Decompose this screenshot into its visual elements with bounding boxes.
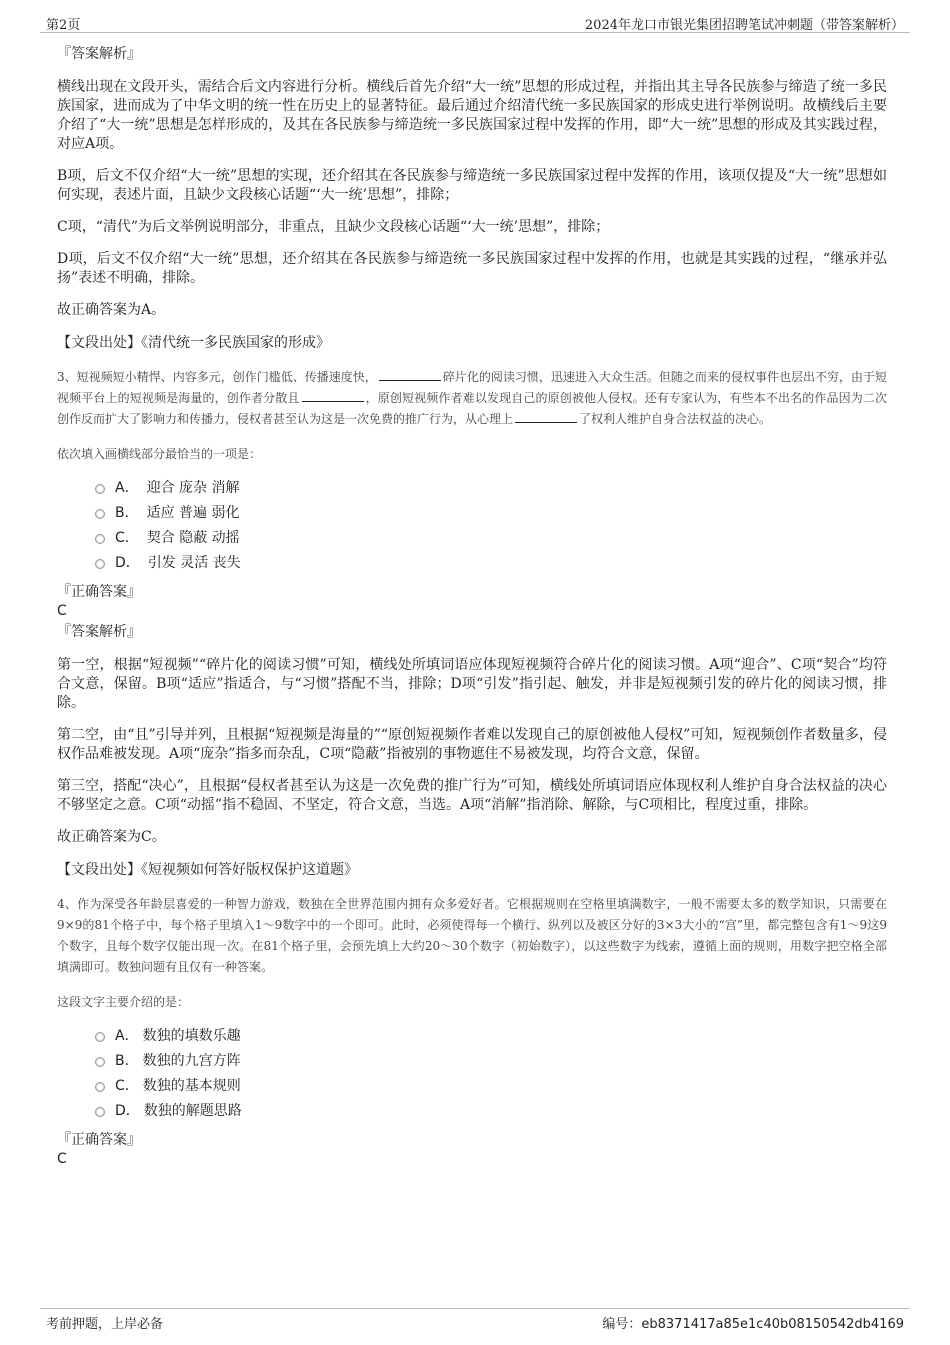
analysis-paragraph: B项，后文不仅介绍“大一统”思想的实现，还介绍其在各民族参与缔造统一多民族国家过程中发挥的作用，该项仅提及“大一统”思想如何实现，表述片面，且缺少文段核心话题“‘大一统’思想”，排除； (57, 168, 887, 203)
analysis-paragraph: 第三空，搭配“决心”，且根据“侵权者甚至认为这是一次免费的推广行为”可知，横线处所填词语应体现权利人维护自身合法权益的决心不够坚定之意。C项“动摇”指不稳固、不坚定，符合文意，当选。A项“消解”指消除、解除，与C项相比，程度过重，排除。 (57, 778, 887, 813)
source-citation: 【文段出处】《短视频如何答好版权保护这道题》 (57, 862, 358, 878)
analysis-paragraph: 横线出现在文段开头，需结合后文内容进行分析。横线后首先介绍“大一统”思想的形成过程，并指出其主导各民族参与缔造了统一多民族国家，进而成为了中华文明的统一性在历史上的显著特征。最后通过介绍清代统一多民族国家的形成史进行举例说明。故横线后主要介绍了“大一统”思想是怎样形成的，及其在各民族参与缔造统一多民族国家过程中发挥的作用，即“大一统”思想的形成及其实践过程，对应A项。 (57, 79, 887, 152)
option-a[interactable]: A． 数独的填数乐趣 (95, 1024, 887, 1049)
option-c[interactable]: C． 契合 隐蔽 动摇 (95, 526, 887, 551)
correct-answer-heading: 『正确答案』 (57, 1132, 141, 1148)
question-4-options (95, 1024, 887, 1124)
radio-icon[interactable] (95, 1082, 105, 1092)
option-d[interactable]: D． 数独的解题思路 (95, 1099, 887, 1124)
conclusion: 故正确答案为C。 (57, 829, 166, 845)
page-header (40, 12, 910, 33)
document-title: 2024年龙口市银光集团招聘笔试冲刺题（带答案解析） (584, 18, 904, 33)
footer-slogan: 考前押题，上岸必备 (46, 1317, 164, 1332)
question-3-text: 3、短视频短小精悍、内容多元，创作门槛低、传播速度快， 碎片化的阅读习惯，迅速进入大众生活。但随之而来的侵权事件也层出不穷，由于短视频平台上的短视频是海量的，创作者分散且 ，原创短视频作者难以发现自己的原创被他人侵权。还有专家认为，有些本不出名的作品因为二次创作反而扩大了影响力和传播力，侵权者甚至认为这是一次免费的推广行为，从心理上 了权利人维护自身合法权益的决心。 (57, 370, 887, 426)
radio-icon[interactable] (95, 1107, 105, 1117)
option-b[interactable]: B． 适应 普遍 弱化 (95, 501, 887, 526)
correct-answer-heading: 『正确答案』 (57, 584, 141, 600)
option-a[interactable]: A． 迎合 庞杂 消解 (95, 476, 887, 501)
option-c[interactable]: C． 数独的基本规则 (95, 1074, 887, 1099)
option-b[interactable]: B． 数独的九宫方阵 (95, 1049, 887, 1074)
correct-answer: C (57, 1151, 67, 1167)
conclusion: 故正确答案为A。 (57, 302, 166, 318)
analysis-paragraph: 第一空，根据“短视频”“碎片化的阅读习惯”可知，横线处所填词语应体现短视频符合碎片化的阅读习惯。A项“迎合”、C项“契合”均符合文意，保留。B项“适应”指适合，与“习惯”搭配不当，排除；D项“引发”指引起、触发，并非是短视频引发的碎片化的阅读习惯，排除。 (57, 657, 887, 711)
question-4-prompt: 这段文字主要介绍的是： (57, 995, 190, 1009)
fill-blank-3 (515, 410, 577, 423)
radio-icon[interactable] (95, 1057, 105, 1067)
analysis-paragraph: D项，后文不仅介绍“大一统”思想，还介绍其在各民族参与缔造统一多民族国家过程中发挥的作用，也就是其实践的过程，“继承并弘扬”表述不明确，排除。 (57, 251, 887, 286)
analysis-paragraph: C项，“清代”为后文举例说明部分，非重点，且缺少文段核心话题“‘大一统’思想”，排除； (57, 219, 610, 235)
analysis-paragraph: 第二空，由“且”引导并列，且根据“短视频是海量的”“原创短视频作者难以发现自己的原创被他人侵权”可知，短视频创作者数量多，侵权作品难被发现。A项“庞杂”指多而杂乱，C项“隐蔽”指被别的事物遮住不易被发现，均符合文意，保留。 (57, 727, 887, 762)
analysis-heading: 『答案解析』 (57, 46, 141, 62)
question-4-text: 4、作为深受各年龄层喜爱的一种智力游戏，数独在全世界范围内拥有众多爱好者。它根据规则在空格里填满数字，一般不需要太多的数学知识，只需要在9×9的81个格子中，每个格子里填入1～9数字中的一个即可。此时，必须使得每一个横行、纵列以及被区分好的3×3大小的“宫”里，都完整包含有1～9这9个数字，且每个数字仅能出现一次。在81个格子里，会预先填上大约20～30个数字（初始数字），以这些数字为线索，遵循上面的规则，用数字把空格全部填满即可。数独问题有且仅有一种答案。 (57, 897, 887, 974)
document-code: 编号：eb8371417a85e1c40b08150542db4169 (602, 1317, 904, 1332)
radio-icon[interactable] (95, 559, 105, 569)
fill-blank-1 (379, 368, 441, 381)
question-3-options (95, 476, 887, 576)
source-citation: 【文段出处】《清代统一多民族国家的形成》 (57, 335, 330, 351)
page-content (57, 44, 887, 1174)
radio-icon[interactable] (95, 509, 105, 519)
radio-icon[interactable] (95, 484, 105, 494)
correct-answer: C (57, 603, 67, 619)
radio-icon[interactable] (95, 1032, 105, 1042)
analysis-heading: 『答案解析』 (57, 624, 141, 640)
question-3-prompt: 依次填入画横线部分最恰当的一项是： (57, 447, 262, 461)
radio-icon[interactable] (95, 534, 105, 544)
option-d[interactable]: D． 引发 灵活 丧失 (95, 551, 887, 576)
page-number: 第2页 (46, 18, 81, 33)
page-footer (40, 1308, 910, 1331)
fill-blank-2 (302, 389, 364, 402)
